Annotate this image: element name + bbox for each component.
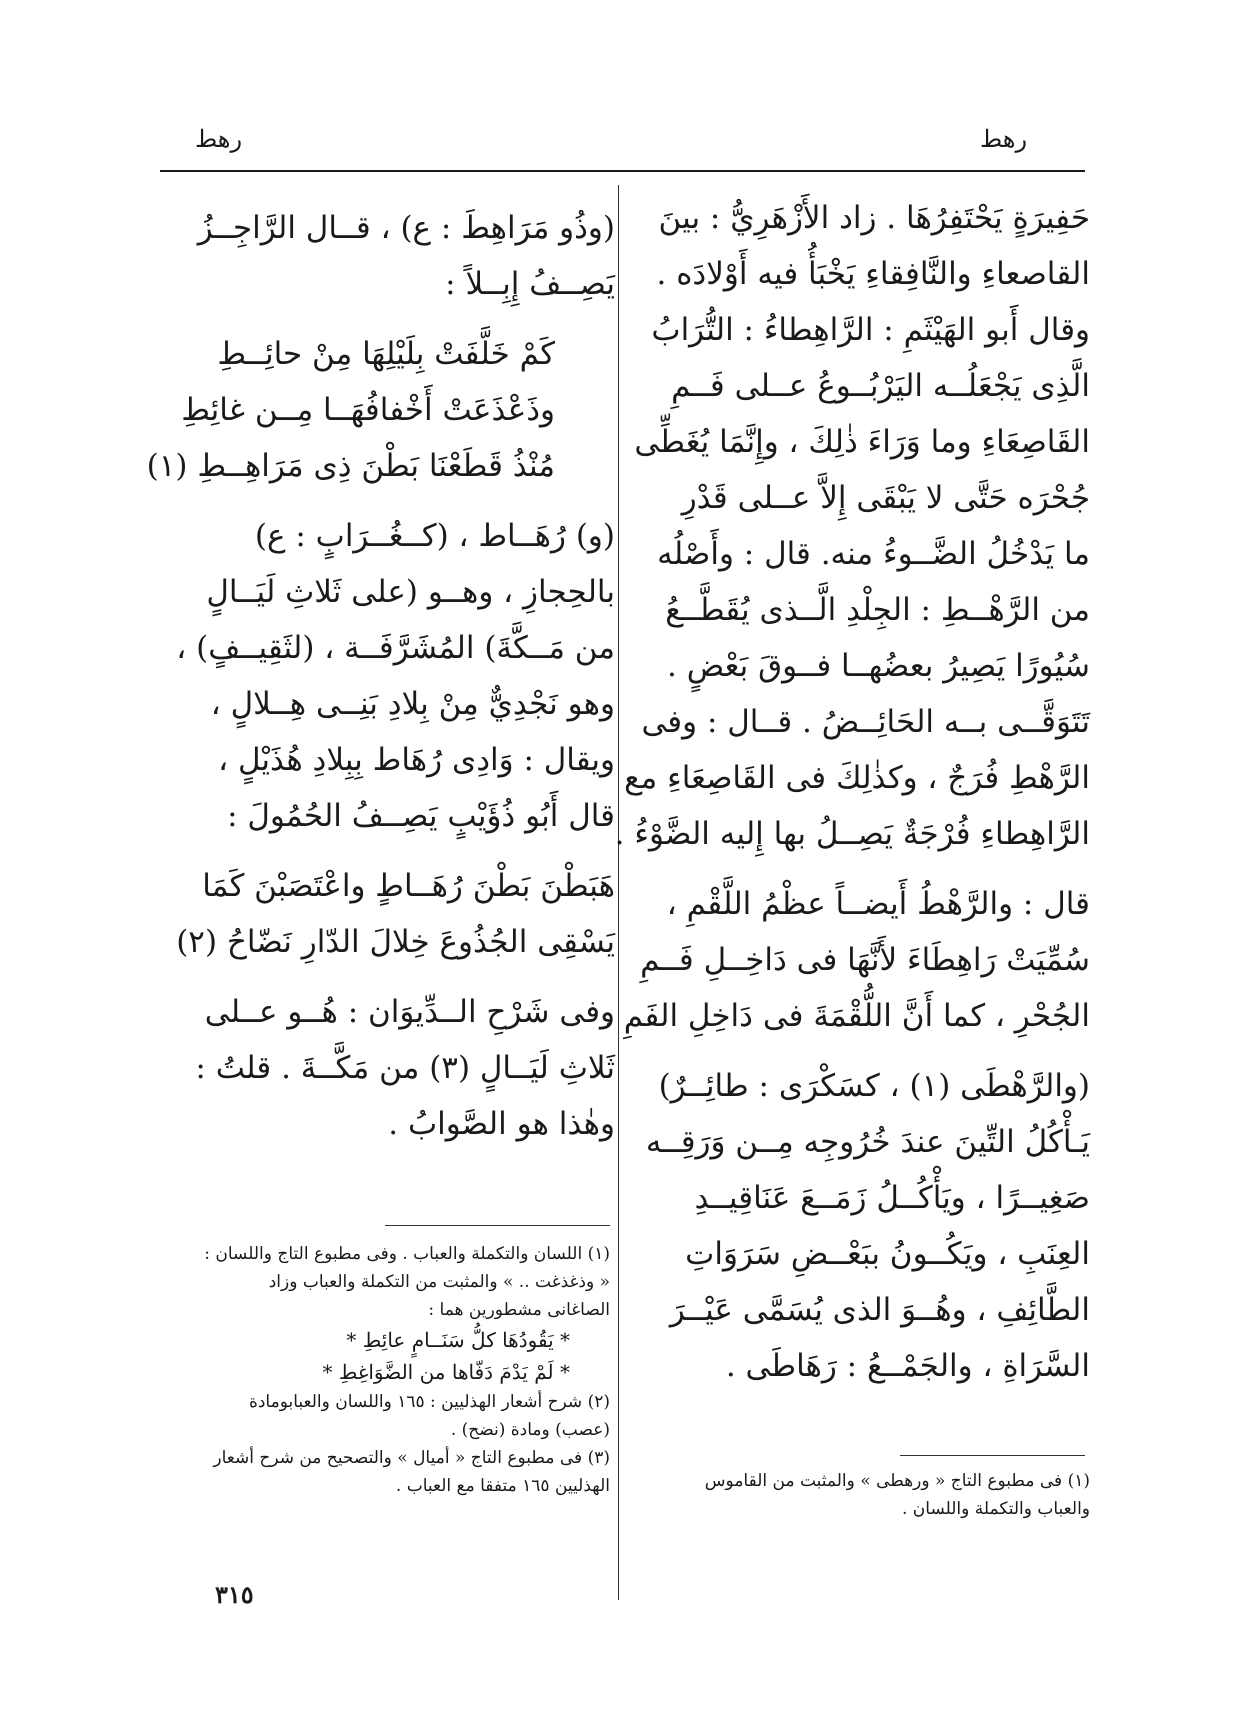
footnote-line: (١) اللسان والتكملة والعباب . وفى مطبوع التاج واللسان : [204,1244,610,1264]
left-footnotes [170,1240,610,1500]
right-column [603,190,1090,1394]
page-number: ٣١٥ [215,1580,254,1609]
right-footnotes [660,1467,1090,1523]
paragraph-gap [650,862,1090,876]
text-line: قال : والرَّهْطُ أَيضــاً عظْمُ اللَّقْمِ ، [666,886,1090,922]
footnote-verse: * لَمْ يَدْمَ دَفّاها من الضَّوَاغِطِ * [322,1360,570,1384]
text-line: الرَّهْطِ فُرَجٌ ، وكذٰلِكَ فى القَاصِعَاءِ مع [624,760,1090,796]
footnote-rule [900,1455,1085,1456]
verse-line: مُنْذُ قَطَعْنَا بَطْنَ ذِى مَرَاهِــطِ (١) [146,448,555,484]
text-line: صَغِيــرًا ، ويَأْكُــلُ زَمَــعَ عَنَاقِيــدِ [694,1180,1090,1216]
text-line: (وذُو مَرَاهِطَ : ع) ، قــال الرَّاجِــزُ [197,210,615,246]
running-header-left: رهط [195,125,243,153]
text-line: وفى شَرْحِ الــدِّيوَان : هُــو عــلى [204,994,615,1030]
text-line: من مَــكَّةَ) المُشَرَّفَــة ، (لثَقِيــفٍ) ، [176,630,615,666]
text-line: وقال أَبو الهَيْثَمِ : الرَّاهِطاءُ : التُّرَابُ [651,312,1090,348]
text-line: (و) رُهَــاط ، (كــغُــرَابٍ : ع) [254,518,615,554]
paragraph-gap [170,312,615,326]
text-line: الرَّاهِطاءِ فُرْجَةٌ يَصِــلُ بها إِليه الضَّوْءُ . [614,816,1090,852]
text-line: القَاصِعَاءِ وما وَرَاءَ ذٰلِكَ ، وإِنَّمَا يُغَطِّى [634,424,1090,460]
verse-line: يَسْقِى الجُذُوعَ خِلالَ الدّارِ نَضّاحُ (٢) [176,924,615,960]
footnote-verse: * يَقُودُهَا كلُّ سَنَــامٍ عائِطِ * [346,1328,570,1352]
text-line: تَتَوَقَّــى بــه الحَائِــضُ . قــال : وفى [641,704,1090,740]
text-line: (والرَّهْطَى (١) ، كسَكْرَى : طائِــرٌ) [658,1068,1090,1104]
text-line: الجُحْرِ ، كما أَنَّ اللُّقْمَةَ فى دَاخِلِ الفَمِ . [603,998,1090,1034]
text-line: من الرَّهْــطِ : الجِلْدِ الَّــذى يُقَطَّــعُ [665,592,1090,628]
footnote-line: (١) فى مطبوع التاج « ورهطى » والمثبت من القاموس [704,1471,1090,1491]
text-line: الَّذِى يَجْعَلُــه اليَرْبُــوعُ عــلى فَــمِ [671,368,1090,404]
footnote-line: (٣) فى مطبوع التاج « أميال » والتصحيح من شرح أشعار [213,1448,610,1468]
text-line: ما يَدْخُلُ الضَّــوءُ منه. قال : وأَصْلُه [657,536,1090,572]
text-line: وهو نَجْدِيٌّ مِنْ بِلادِ بَنِــى هِــلالٍ ، [210,686,615,722]
footnote-line: الهذليين ١٦٥ متفقا مع العباب . [395,1476,610,1496]
text-line: الطَّائِفِ ، وهُــوَ الذى يُسَمَّى عَيْــرَ [669,1292,1090,1328]
left-column [146,200,615,1152]
header-rule [160,170,1085,172]
text-line: يَصِــفُ إِبِــلاً : [445,266,615,302]
text-line: سُمِّيَتْ رَاهِطَاءَ لأَنَّهَا فى دَاخِــلِ فَــمِ [640,942,1090,978]
text-line: سُيُورًا يَصِيرُ بعضُهــا فــوقَ بَعْضٍ . [667,648,1090,684]
text-line: القاصعاءِ والنَّافِقاءِ يَخْبَأُ فيه أَوْلادَه . [656,256,1090,292]
text-line: جُحْرَه حَتَّى لا يَبْقَى إِلاَّ عــلى قَدْرِ [681,480,1090,516]
verse-line: كَمْ خَلَّفَتْ بِلَيْلِهَا مِنْ حائِــطِ [217,336,555,372]
text-line: ويقال : وَادِى رُهَاط بِبِلادِ هُذَيْلٍ ، [218,742,615,778]
text-line: يَـأْكُلُ التِّينَ عندَ خُرُوجِه مِــن وَرَقِــه [645,1124,1090,1160]
text-line: وهٰذا هو الصَّوابُ . [388,1106,615,1142]
paragraph-gap [170,844,615,858]
text-line: قال أَبُو ذُؤَيْبٍ يَصِــفُ الحُمُولَ : [227,798,615,834]
footnote-rule [385,1225,610,1226]
text-line: العِنَبِ ، ويَكُــونُ ببَعْــضِ سَرَوَاتِ [685,1236,1090,1272]
paragraph-gap [170,494,615,508]
paragraph-gap [650,1044,1090,1058]
footnote-line: والعباب والتكملة واللسان . [901,1499,1090,1519]
text-line: ثَلاثِ لَيَــالٍ (٣) من مَكَّــةَ . قلتُ : [195,1050,615,1086]
verse-line: هَبَطْنَ بَطْنَ رُهَــاطٍ واعْتَصَبْنَ كَمَا [202,868,615,904]
running-header-right: رهط [980,125,1028,153]
text-line: حَفِيرَةٍ يَحْتَفِرُهَا . زاد الأَزْهَرِيُّ : بينَ [658,200,1090,236]
verse-line: وذَعْذَعَتْ أَخْفافُهَــا مِــن غائِطِ [181,392,555,428]
paragraph-gap [170,970,615,984]
footnote-line: (٢) شرح أشعار الهذليين : ١٦٥ واللسان والعبابومادة [248,1392,610,1412]
footnote-line: الصاغانى مشطورين هما : [428,1300,610,1320]
text-line: بالحِجازِ ، وهــو (على ثَلاثِ لَيَــالٍ [206,574,615,610]
footnote-line: « وذغذغت .. » والمثبت من التكملة والعباب وزاد [268,1272,610,1292]
text-line: السَّرَاةِ ، والجَمْــعُ : رَهَاطَى . [725,1348,1090,1384]
column-divider [618,185,619,1600]
footnote-line: (عصب) ومادة (نضح) . [450,1420,610,1440]
